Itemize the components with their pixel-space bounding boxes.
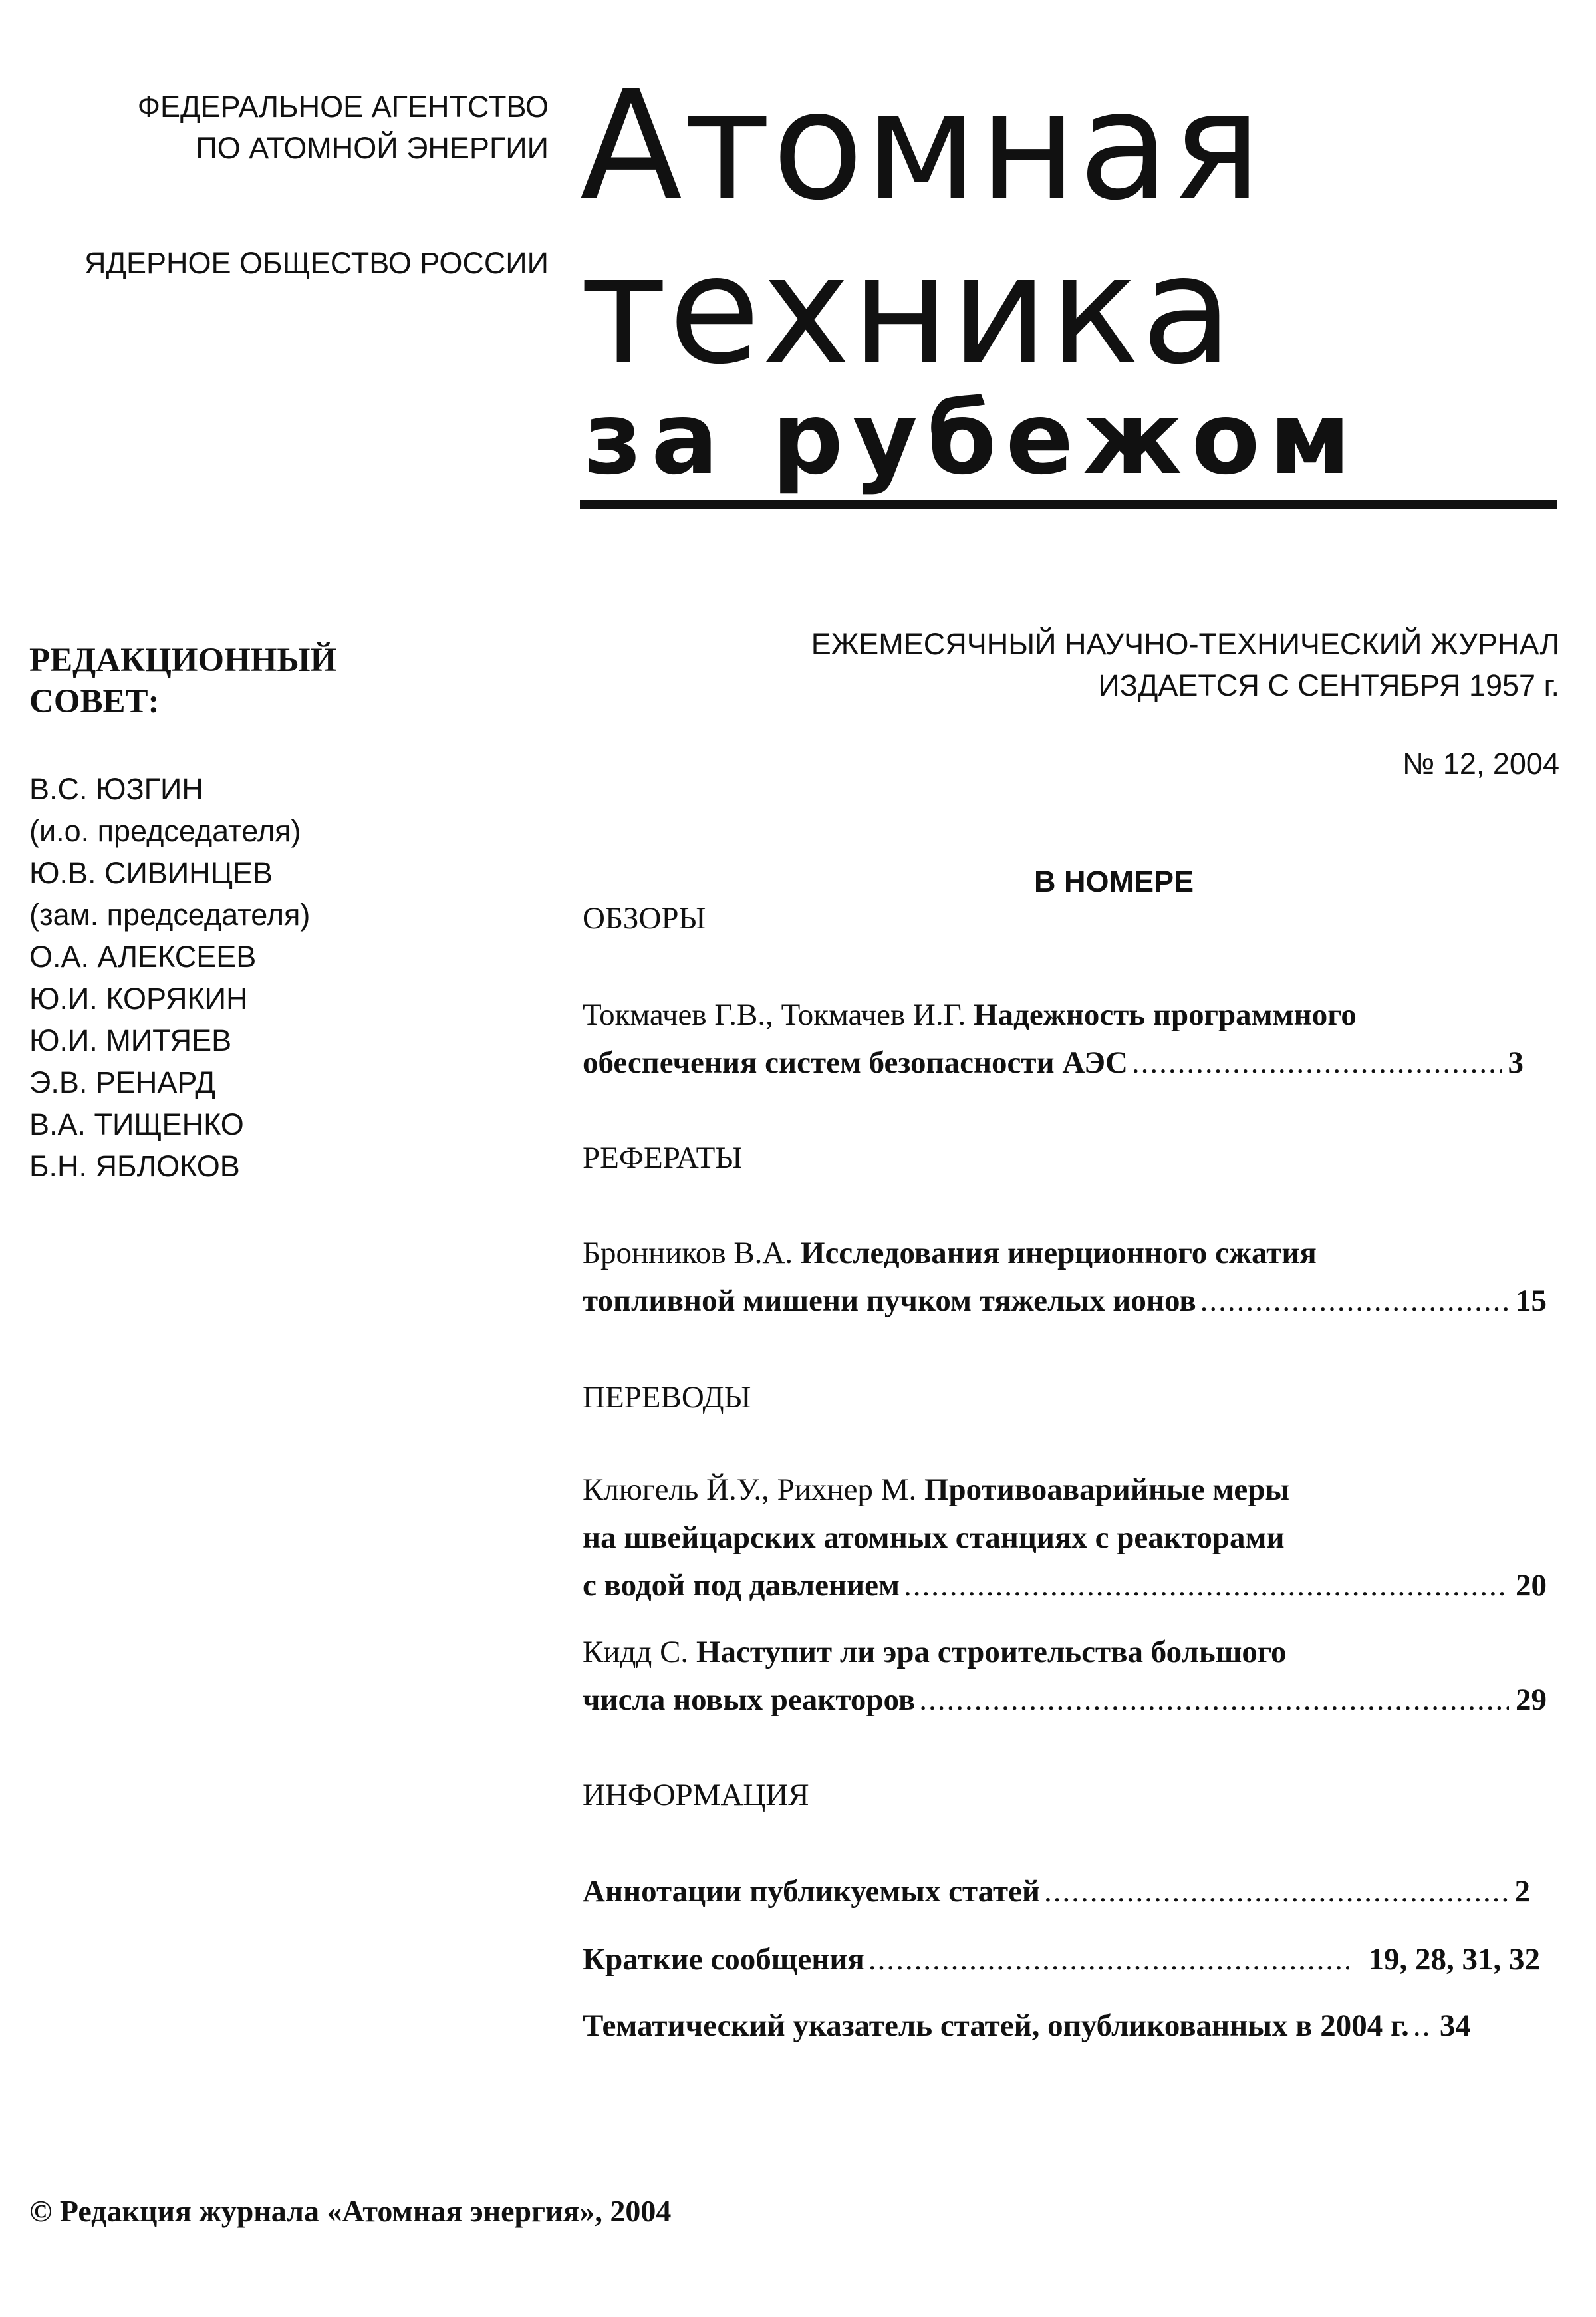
agency-line-2: ПО АТОМНОЙ ЭНЕРГИИ xyxy=(196,131,549,165)
entry-title: Наступит ли эра строительства большого xyxy=(696,1635,1287,1669)
board-member: В.А. ТИЩЕНКО xyxy=(29,1107,244,1141)
masthead-line-1: Атомная xyxy=(580,59,1263,233)
board-member: Ю.И. КОРЯКИН xyxy=(29,982,248,1016)
entry-title-cont: обеспечения систем безопасности АЭС xyxy=(583,1045,1128,1080)
entry-page: 3 xyxy=(1508,1045,1524,1080)
contents-heading: В НОМЕРЕ xyxy=(1033,865,1194,898)
dot-leader xyxy=(919,1676,1509,1724)
masthead-line-3: за рубежом xyxy=(584,381,1361,497)
board-member-list xyxy=(29,768,495,1187)
entry-authors: Кидд С. xyxy=(583,1635,689,1669)
toc-entry[interactable] xyxy=(583,1229,1547,1325)
board-title-line-1: РЕДАКЦИОННЫЙ xyxy=(29,642,337,679)
board-member: О.А. АЛЕКСЕЕВ xyxy=(29,940,257,974)
journal-line-1: ЕЖЕМЕСЯЧНЫЙ НАУЧНО-ТЕХНИЧЕСКИЙ ЖУРНАЛ xyxy=(811,627,1559,661)
board-member: Ю.И. МИТЯЕВ xyxy=(29,1023,232,1057)
masthead-line-2: техника xyxy=(580,223,1234,398)
board-member: В.С. ЮЗГИН xyxy=(29,772,203,806)
masthead-rule xyxy=(580,500,1557,509)
society-name: ЯДЕРНОЕ ОБЩЕСТВО РОССИИ xyxy=(84,246,549,280)
dot-leader xyxy=(868,1935,1349,1983)
entry-title-cont: числа новых реакторов xyxy=(583,1683,916,1717)
dot-leader xyxy=(1413,2002,1433,2050)
entry-page: 2 xyxy=(1514,1874,1530,1909)
entry-title: Надежность программного xyxy=(973,998,1357,1032)
board-member-role: (и.о. председателя) xyxy=(29,814,301,848)
entry-title: Краткие сообщения xyxy=(583,1942,864,1976)
board-member: Ю.В. СИВИНЦЕВ xyxy=(29,856,273,890)
issue-number: № 12, 2004 xyxy=(1402,747,1559,781)
board-title-line-2: СОВЕТ: xyxy=(29,683,160,720)
entry-title: Исследования инерционного сжатия xyxy=(800,1236,1317,1270)
section-title-reviews: ОБЗОРЫ xyxy=(583,901,706,936)
board-member: Э.В. РЕНАРД xyxy=(29,1065,215,1099)
entry-title: Аннотации публикуемых статей xyxy=(583,1874,1040,1909)
dot-leader xyxy=(904,1562,1509,1609)
entry-page: 29 xyxy=(1516,1683,1547,1717)
entry-authors: Клюгель Й.У., Рихнер М. xyxy=(583,1472,917,1507)
entry-page: 19, 28, 31, 32 xyxy=(1368,1942,1540,1976)
entry-page: 34 xyxy=(1439,2008,1471,2043)
entry-title-cont: топливной мишени пучком тяжелых ионов xyxy=(583,1284,1196,1318)
entry-authors: Бронников В.А. xyxy=(583,1236,793,1270)
toc-entry[interactable] xyxy=(583,1628,1547,1724)
copyright: © Редакция журнала «Атомная энергия», 2004 xyxy=(29,2194,672,2228)
agency-name xyxy=(40,86,549,169)
dot-leader xyxy=(1200,1277,1509,1325)
entry-page: 20 xyxy=(1516,1568,1547,1603)
board-member-role: (зам. председателя) xyxy=(29,898,311,932)
dot-leader xyxy=(1132,1039,1502,1087)
entry-title: Тематический указатель статей, опубликованных в 2004 г. xyxy=(583,2008,1409,2043)
toc-entry[interactable] xyxy=(583,2002,1547,2050)
toc-entry[interactable] xyxy=(583,1867,1547,1915)
board-member: Б.Н. ЯБЛОКОВ xyxy=(29,1149,240,1183)
agency-line-1: ФЕДЕРАЛЬНОЕ АГЕНТСТВО xyxy=(137,90,549,124)
entry-title-cont: на швейцарских атомных станциях с реакторами xyxy=(583,1520,1285,1555)
entry-title-cont: с водой под давлением xyxy=(583,1568,900,1603)
section-title-translations: ПЕРЕВОДЫ xyxy=(583,1380,751,1415)
toc-entry[interactable] xyxy=(583,1935,1547,1983)
entry-page: 15 xyxy=(1516,1284,1547,1318)
entry-authors: Токмачев Г.В., Токмачев И.Г. xyxy=(583,998,966,1032)
dot-leader xyxy=(1044,1867,1508,1915)
section-title-information: ИНФОРМАЦИЯ xyxy=(583,1778,809,1812)
toc-entry[interactable] xyxy=(583,991,1547,1087)
board-title xyxy=(29,640,428,722)
journal-line-2: ИЗДАЕТСЯ С СЕНТЯБРЯ 1957 г. xyxy=(1098,668,1559,702)
section-title-abstracts: РЕФЕРАТЫ xyxy=(583,1141,743,1175)
journal-description xyxy=(732,624,1559,706)
toc-entry[interactable] xyxy=(583,1466,1547,1609)
entry-title: Противоаварийные меры xyxy=(924,1472,1290,1507)
